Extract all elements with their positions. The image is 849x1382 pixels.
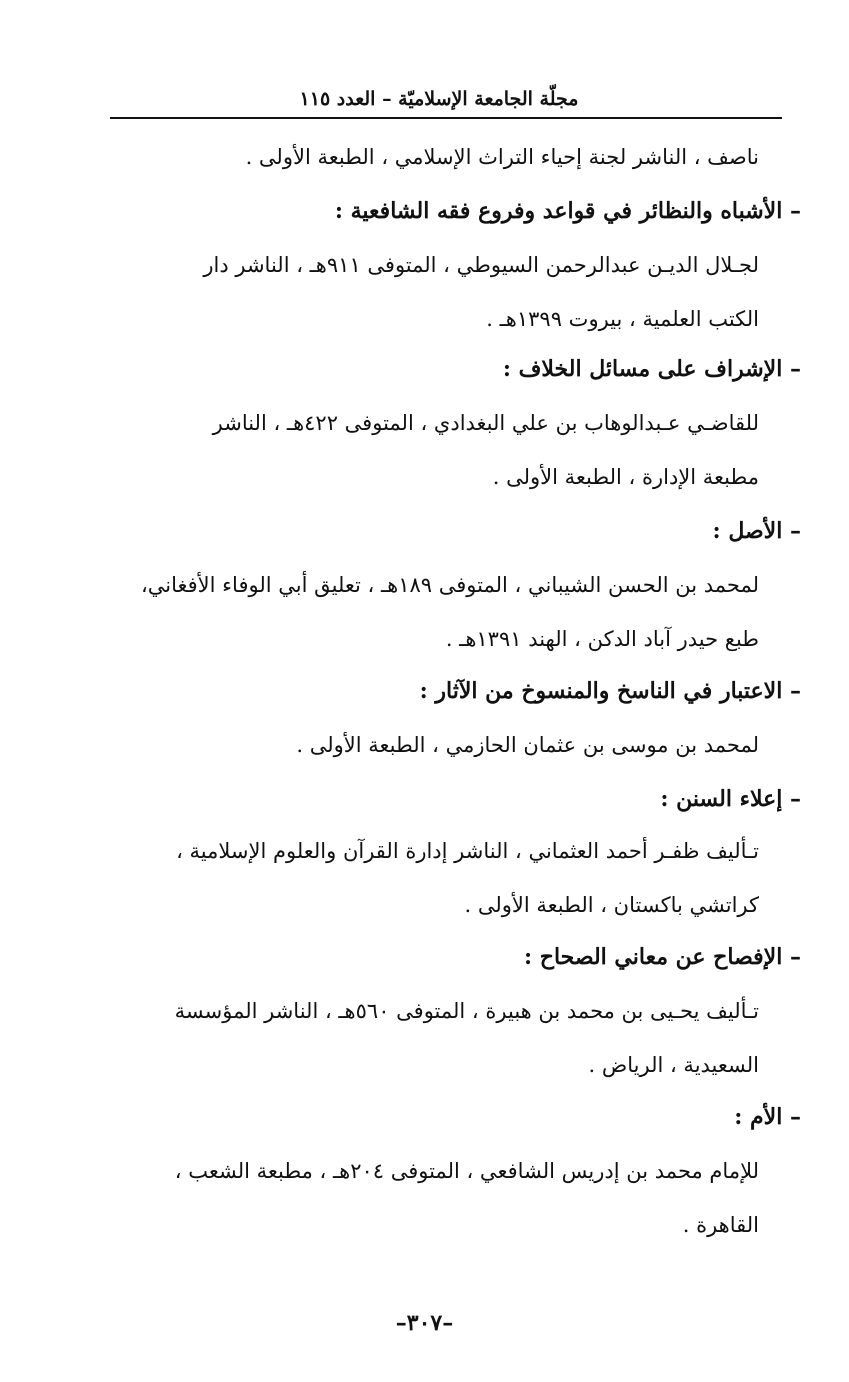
bibliography-entry-title: – الإفصاح عن معاني الصحاح : [523, 944, 801, 970]
bibliography-entry-title: – إعلاء السنن : [660, 786, 801, 812]
bibliography-entry-title: – الأشباه والنظائر في قواعد وفروع فقه الشافعية : [334, 198, 801, 224]
running-header: مجلّة الجامعة الإسلاميّة – العدد ١١٥ [299, 88, 579, 110]
bibliography-entry-title: – الأم : [734, 1104, 801, 1130]
bibliography-line: لجـلال الديـن عبدالرحمن السيوطي ، المتوفى ٩١١هـ ، الناشر دار [203, 253, 759, 277]
bibliography-entry-title: – الاعتبار في الناسخ والمنسوخ من الآثار : [419, 678, 801, 704]
bibliography-line: مطبعة الإدارة ، الطبعة الأولى . [492, 465, 759, 489]
bibliography-entry-title: – الأصل : [712, 518, 801, 544]
bibliography-line: السعيدية ، الرياض . [588, 1053, 759, 1077]
bibliography-line: لمحمد بن موسى بن عثمان الحازمي ، الطبعة الأولى . [296, 733, 759, 757]
bibliography-line: تـأليف يحـيى بن محمد بن هبيرة ، المتوفى ٥٦٠هـ ، الناشر المؤسسة [174, 999, 759, 1023]
bibliography-line: القاهرة . [682, 1213, 759, 1237]
bibliography-line: طبع حيدر آباد الدكن ، الهند ١٣٩١هـ . [445, 627, 759, 651]
bibliography-line: تـأليف ظفـر أحمد العثماني ، الناشر إدارة القرآن والعلوم الإسلامية ، [176, 839, 759, 863]
bibliography-line: للإمام محمد بن إدريس الشافعي ، المتوفى ٢٠٤هـ ، مطبعة الشعب ، [174, 1159, 759, 1183]
bibliography-line: ناصف ، الناشر لجنة إحياء التراث الإسلامي ، الطبعة الأولى . [245, 145, 759, 169]
bibliography-line: للقاضـي عـبدالوهاب بن علي البغدادي ، المتوفى ٤٢٢هـ ، الناشر [212, 411, 759, 435]
header-divider [110, 117, 782, 119]
bibliography-line: كراتشي باكستان ، الطبعة الأولى . [464, 893, 759, 917]
bibliography-entry-title: – الإشراف على مسائل الخلاف : [502, 356, 801, 382]
page-number: –٣٠٧– [395, 1310, 454, 1336]
bibliography-line: الكتب العلمية ، بيروت ١٣٩٩هـ . [486, 307, 759, 331]
bibliography-line: لمحمد بن الحسن الشيباني ، المتوفى ١٨٩هـ ، تعليق أبي الوفاء الأفغاني، [140, 573, 759, 597]
